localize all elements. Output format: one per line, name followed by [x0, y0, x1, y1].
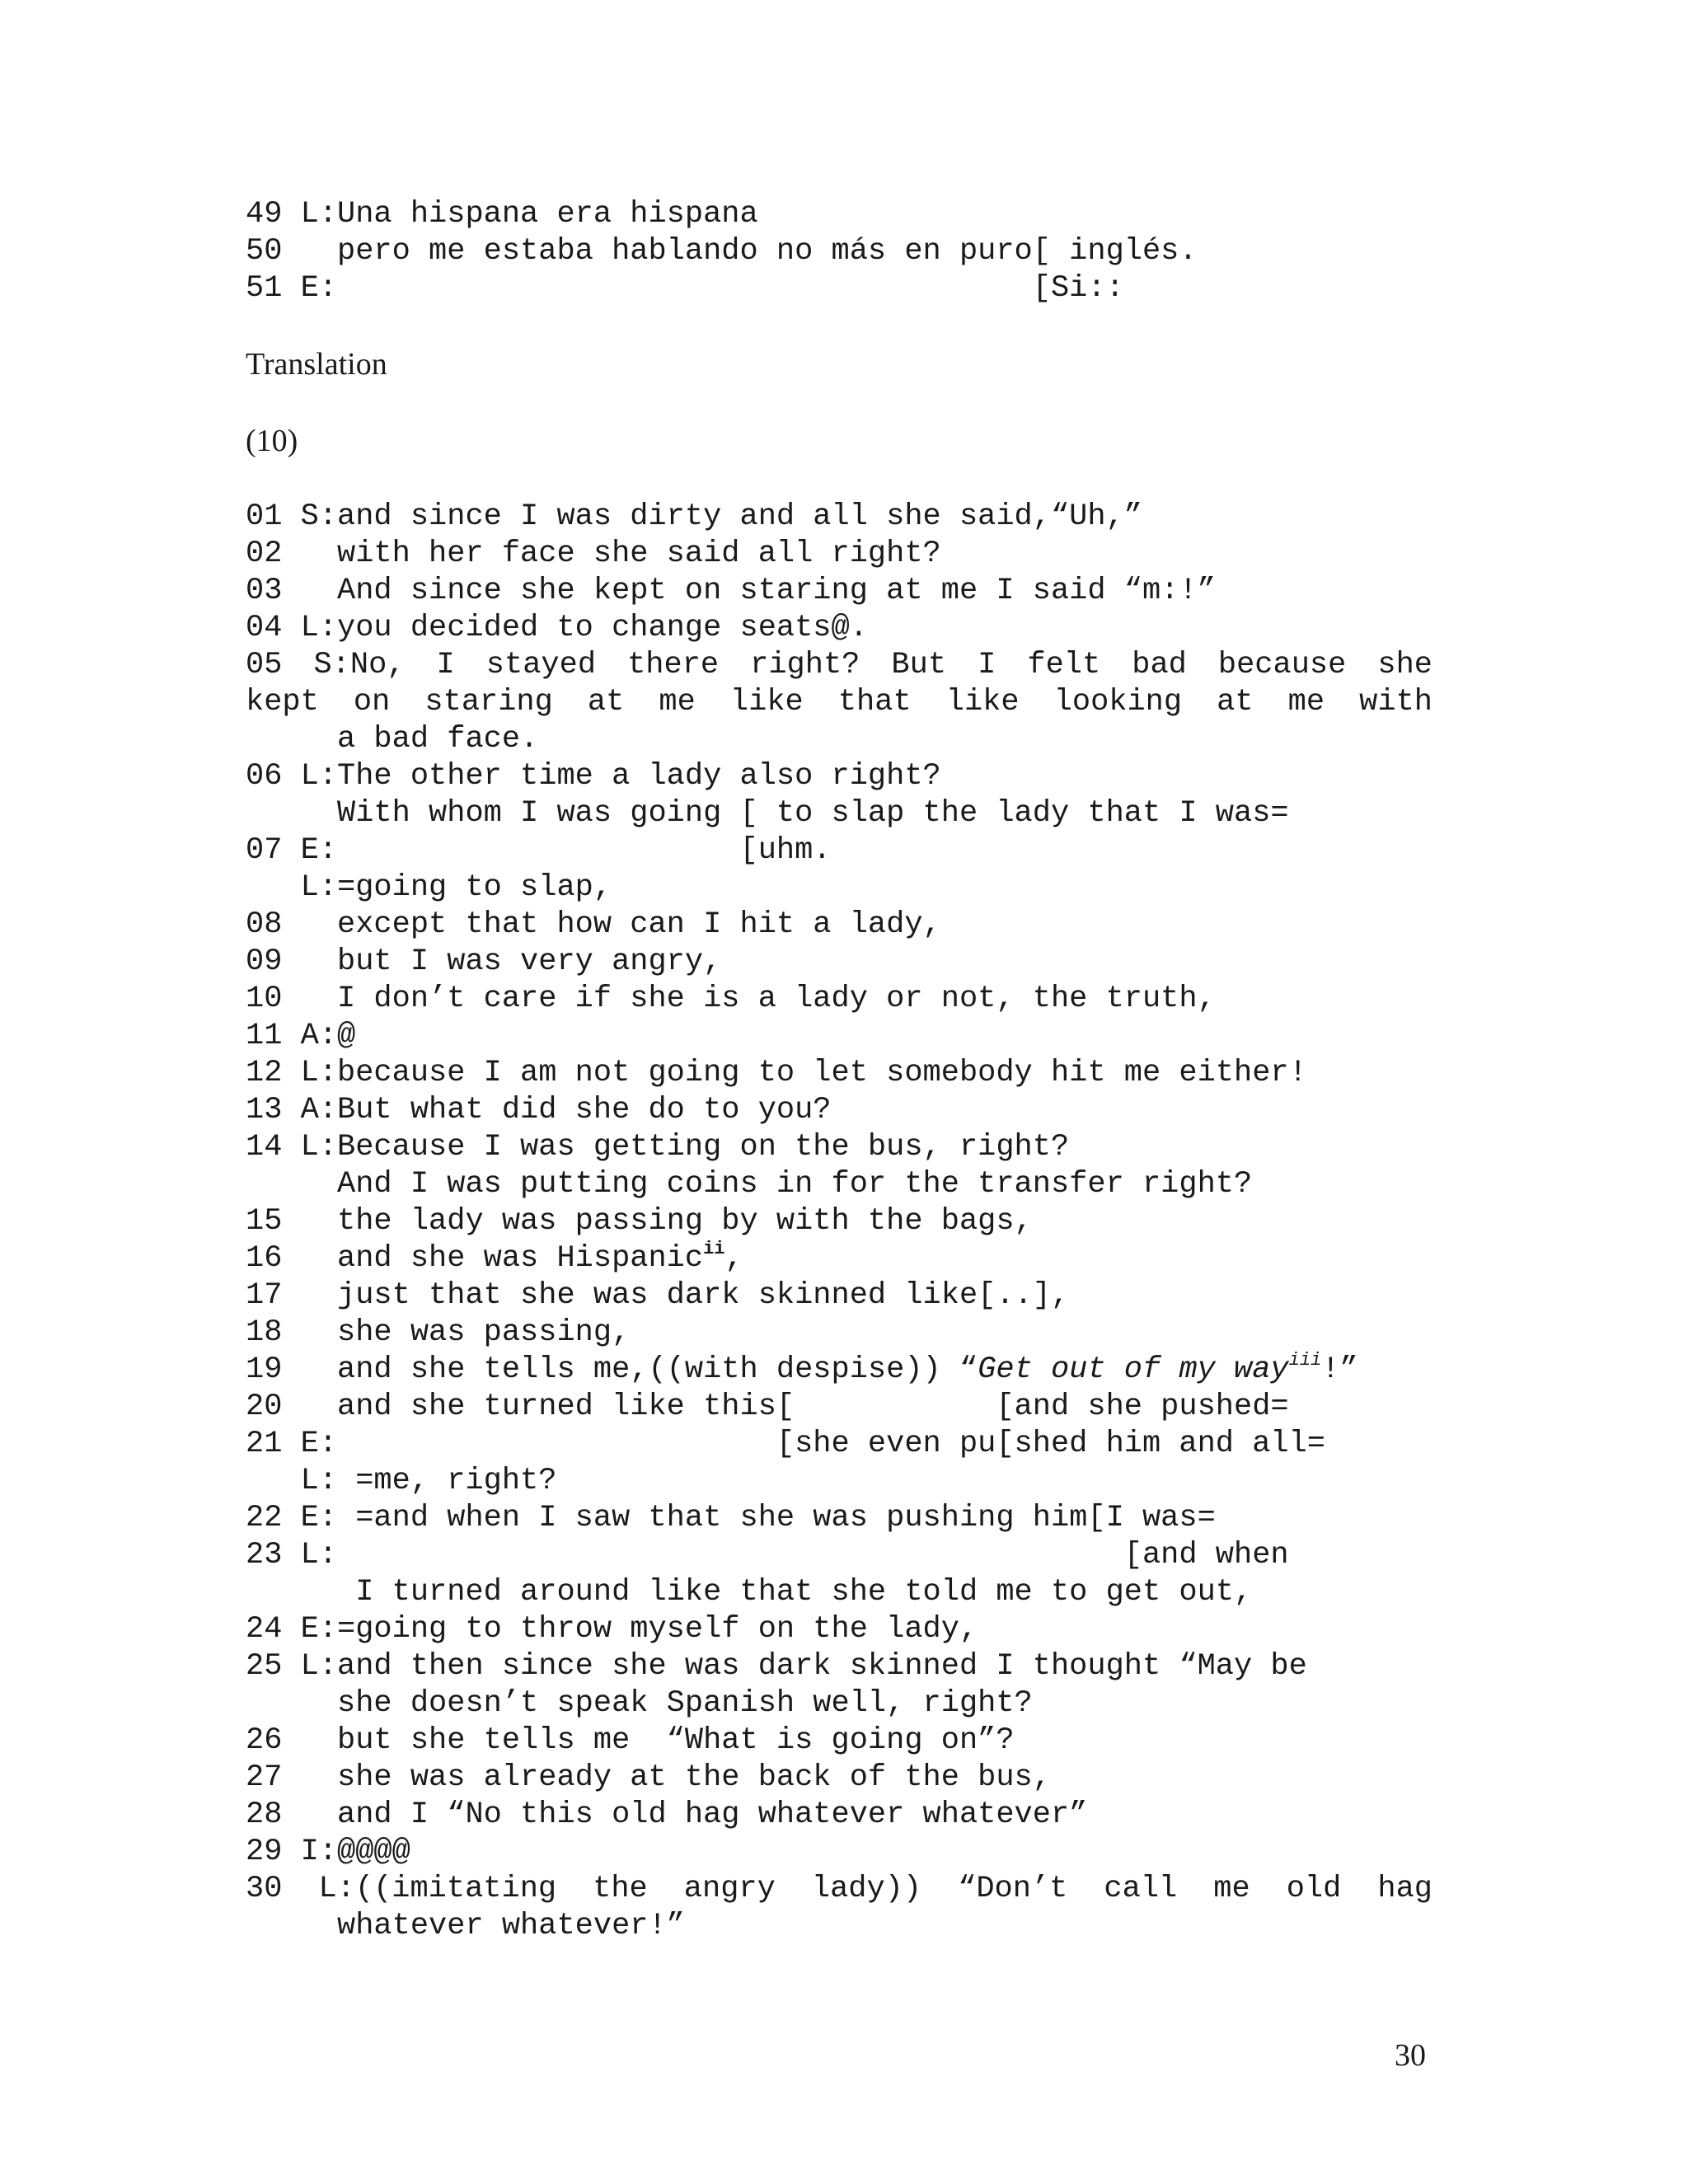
- transcript-line: 20 and she turned like this[ [and she pushed=: [246, 1390, 1289, 1424]
- transcript-line: 49 L:Una hispana era hispana: [246, 197, 758, 232]
- transcript-line: L: =me, right?: [246, 1464, 557, 1498]
- transcript-line: And I was putting coins in for the transfer right?: [246, 1167, 1253, 1202]
- transcript-line: 01 S:and since I was dirty and all she said,“Uh,”: [246, 499, 1142, 534]
- transcript-line: 07 E: [uhm.: [246, 833, 832, 868]
- transcript-line: 27 she was already at the back of the bus,: [246, 1760, 1051, 1795]
- transcript-line: [246, 1352, 1432, 1389]
- transcript-line: 14 L:Because I was getting on the bus, right?: [246, 1130, 1070, 1165]
- transcript-line: 03 And since she kept on staring at me I said “m:!”: [246, 574, 1216, 608]
- transcript-line: 26 but she tells me “What is going on”?: [246, 1723, 1015, 1758]
- endnote-marker[interactable]: iii: [1288, 1350, 1322, 1371]
- transcript-line: 50 pero me estaba hablando no más en puro[ inglés.: [246, 234, 1198, 269]
- transcript-translation: [246, 499, 1432, 1945]
- line-text: ,: [724, 1241, 743, 1276]
- transcript-line: 17 just that she was dark skinned like[..],: [246, 1278, 1070, 1313]
- transcript-line: 08 except that how can I hit a lady,: [246, 907, 941, 942]
- transcript-line: whatever whatever!”: [246, 1909, 685, 1943]
- transcript-line: 11 A:@: [246, 1019, 356, 1053]
- endnote-marker[interactable]: ii: [703, 1239, 725, 1259]
- line-text: 19 and she tells me,((with despise)) “: [246, 1352, 978, 1387]
- transcript-line: 24 E:=going to throw myself on the lady,: [246, 1612, 978, 1647]
- transcript-line: 23 L: [and when: [246, 1538, 1289, 1572]
- example-number: (10): [246, 424, 298, 458]
- transcript-line: kept on staring at me like that like looking at me with: [246, 685, 1432, 719]
- transcript-line: 02 with her face she said all right?: [246, 537, 941, 571]
- transcript-line: 12 L:because I am not going to let somebody hit me either!: [246, 1056, 1307, 1090]
- transcript-line: 21 E: [she even pu[shed him and all=: [246, 1427, 1326, 1461]
- transcript-line: 25 L:and then since she was dark skinned I thought “May be: [246, 1649, 1307, 1684]
- transcript-line: 13 A:But what did she do to you?: [246, 1093, 832, 1127]
- section-heading: Translation: [246, 347, 387, 382]
- transcript-line: L:=going to slap,: [246, 870, 612, 905]
- transcript-line: she doesn’t speak Spanish well, right?: [246, 1686, 1033, 1721]
- transcript-line: 28 and I “No this old hag whatever whatever”: [246, 1797, 1088, 1832]
- quoted-speech: Get out of my way: [978, 1352, 1289, 1387]
- transcript-spanish: [246, 196, 1432, 307]
- page-number: 30: [1395, 2038, 1426, 2073]
- transcript-line: 29 I:@@@@: [246, 1835, 410, 1869]
- transcript-line: 51 E: [Si::: [246, 271, 1124, 306]
- transcript-line: 22 E: =and when I saw that she was pushing him[I was=: [246, 1501, 1216, 1535]
- transcript-line: I turned around like that she told me to get out,: [246, 1575, 1253, 1610]
- line-text: 16 and she was Hispanic: [246, 1241, 704, 1276]
- transcript-line: 06 L:The other time a lady also right?: [246, 759, 941, 794]
- transcript-line: 05 S:No, I stayed there right? But I felt bad because she: [246, 648, 1432, 682]
- transcript-line: 18 she was passing,: [246, 1315, 631, 1350]
- transcript-line: 04 L:you decided to change seats@.: [246, 611, 868, 645]
- line-text: !”: [1321, 1352, 1358, 1387]
- transcript-line: [246, 1240, 1432, 1277]
- transcript-line: With whom I was going [ to slap the lady that I was=: [246, 796, 1289, 831]
- transcript-line: 15 the lady was passing by with the bags,: [246, 1204, 1033, 1239]
- transcript-line: a bad face.: [246, 722, 539, 757]
- transcript-line: 09 but I was very angry,: [246, 944, 722, 979]
- transcript-line: 30 L:((imitating the angry lady)) “Don’t call me old hag: [246, 1872, 1432, 1906]
- transcript-line: 10 I don’t care if she is a lady or not, the truth,: [246, 982, 1216, 1016]
